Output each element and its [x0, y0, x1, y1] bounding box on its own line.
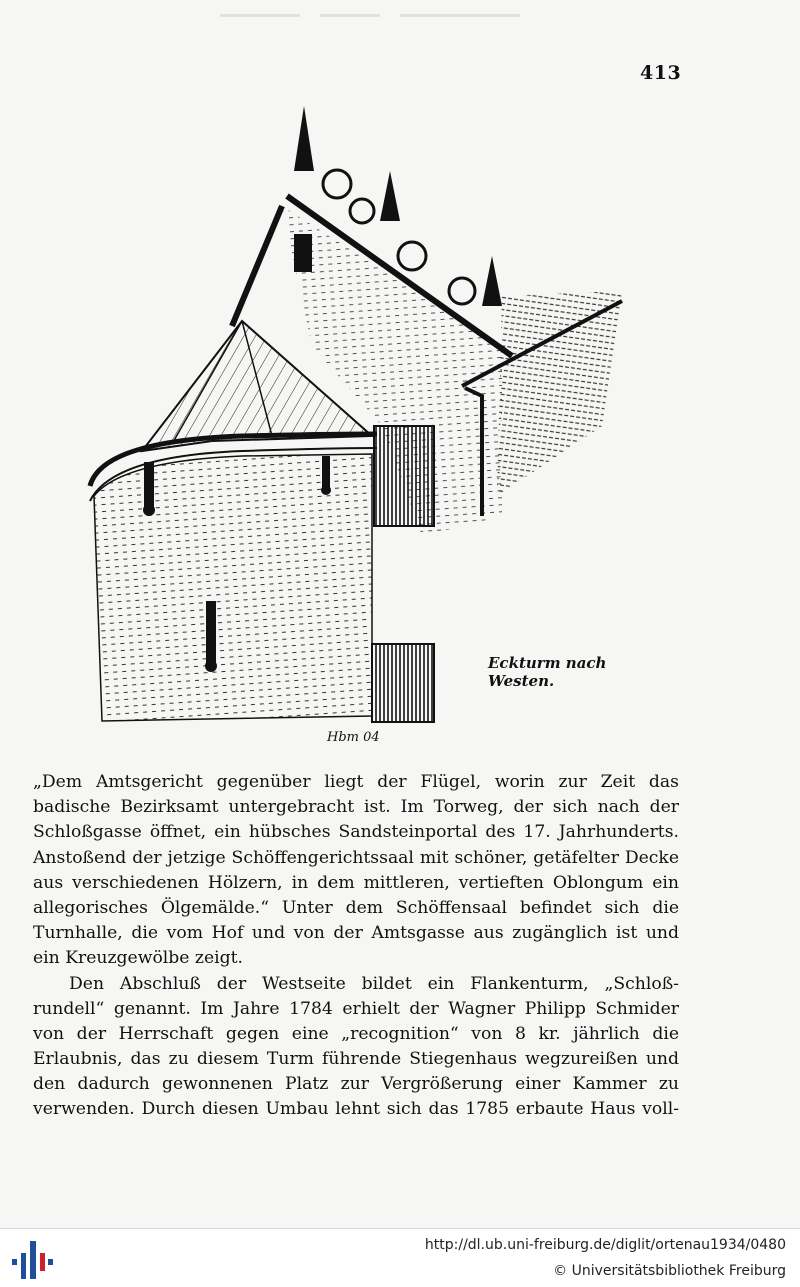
page-number: 413	[640, 62, 682, 84]
text-line: Schloßgasse öffnet, ein hübsches Sandsteinportal des 17. Jahrhunderts.	[33, 822, 679, 843]
text-line: von der Herrschaft gegen eine „recognition“ von 8 kr. jährlich die	[33, 1023, 679, 1044]
text-line: verwenden. Durch diesen Umbau lehnt sich das 1785 erbaute Haus voll-	[33, 1099, 679, 1120]
text-line: ein Kreuzgewölbe zeigt.	[33, 948, 244, 969]
text-line: den dadurch gewonnenen Platz zur Vergrößerung einer Kammer zu	[33, 1074, 679, 1095]
permalink-url[interactable]: http://dl.ub.uni-freiburg.de/diglit/ortenau1934/0480	[424, 1237, 786, 1253]
viewer-footer	[0, 1228, 800, 1287]
body-text	[33, 770, 679, 1123]
text-line: Erlaubnis, das zu diesem Turm führende Stiegenhaus wegzureißen und	[33, 1049, 679, 1070]
artist-signature: Hbm 04	[327, 730, 380, 745]
text-line: „Dem Amtsgericht gegenüber liegt der Flügel, worin zur Zeit das	[33, 772, 679, 792]
copyright-notice: © Universitätsbibliothek Freiburg	[553, 1263, 786, 1279]
text-line: allegorisches Ölgemälde.“ Unter dem Schöffensaal befindet sich die	[33, 897, 679, 918]
text-line: rundell“ genannt. Im Jahre 1784 erhielt der Wagner Philipp Schmider	[33, 998, 679, 1019]
illustration-caption: Eckturm nach Westen.	[488, 654, 607, 690]
ub-freiburg-logo-icon	[10, 1237, 54, 1281]
text-line: Den Abschluß der Westseite bildet ein Flankenturm, „Schloß-	[69, 973, 679, 994]
text-line: Turnhalle, die vom Hof und von der Amtsgasse aus zugänglich ist und	[33, 923, 679, 944]
bleed-through-text	[200, 6, 580, 26]
text-line: aus verschiedenen Hölzern, in dem mittleren, vertieften Oblongum ein	[33, 872, 679, 893]
text-line: badische Bezirksamt untergebracht ist. Im Torweg, der sich nach der	[33, 797, 679, 818]
text-line: Anstoßend der jetzige Schöffengerichtssaal mit schöner, getäfelter Decke	[33, 847, 679, 868]
